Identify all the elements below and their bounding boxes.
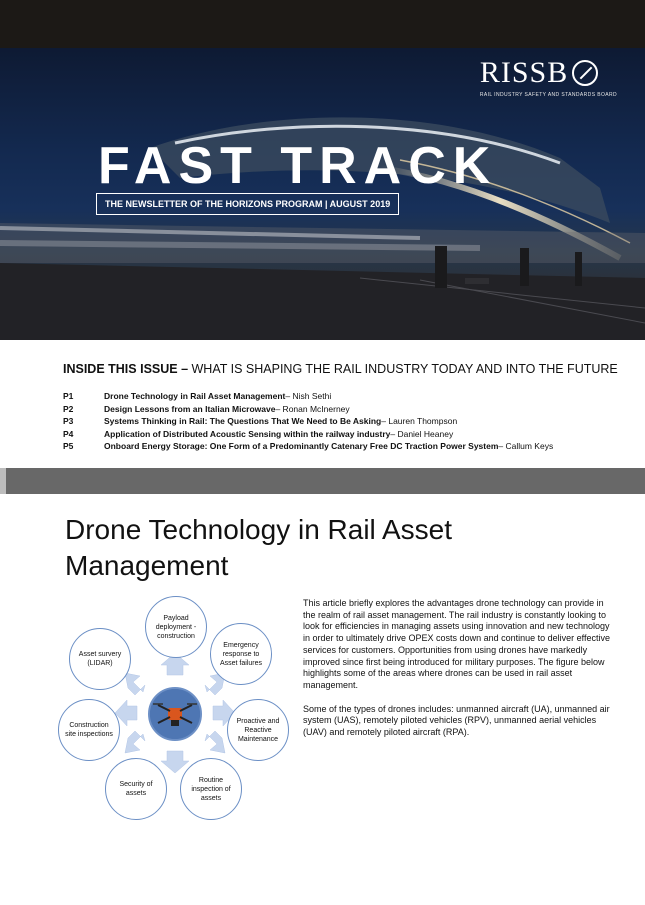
toc-author: – Lauren Thompson [381, 416, 458, 426]
drone-icon [150, 689, 200, 739]
toc-title: Systems Thinking in Rail: The Questions That We Need to Be Asking [104, 416, 382, 426]
diagram-node-emergency: Emergency response to Asset failures [210, 623, 272, 685]
article-paragraph: Some of the types of drones includes: unmanned aircraft (UA), unmanned air system (UAS), remotely piloted vehicles (RPV), unmanned aerial vehicles (UAV) and remotely piloted aircraft (RPA). [303, 703, 610, 738]
toc-page: P3 [63, 416, 74, 426]
toc-item[interactable] [63, 428, 623, 441]
toc-author: – Ronan McInerney [275, 403, 350, 414]
toc-author: – Callum Keys [498, 441, 554, 451]
diagram-node-construction-site: Construction site inspections [58, 699, 120, 761]
drone-image [148, 687, 202, 741]
table-of-contents [63, 390, 623, 453]
arrow-down [161, 751, 189, 773]
drone-uses-diagram [55, 593, 295, 833]
diagram-node-routine-inspection: Routine inspection of assets [180, 758, 242, 820]
arrow-lower-left [125, 731, 145, 753]
top-dark-bar [0, 0, 645, 48]
toc-heading [63, 362, 618, 376]
hero-banner [0, 48, 645, 340]
newsletter-title: FAST TRACK [98, 137, 498, 195]
toc-item[interactable] [63, 403, 623, 416]
toc-author: – Daniel Heaney [390, 428, 454, 439]
logo-subtitle: RAIL INDUSTRY SAFETY AND STANDARDS BOARD [479, 92, 617, 98]
diagram-node-asset-survey: Asset survery (LIDAR) [69, 628, 131, 690]
article-title: Drone Technology in Rail Asset Management [65, 514, 453, 581]
toc-item[interactable] [63, 390, 623, 403]
article-body [303, 598, 618, 751]
article-paragraph: This article briefly explores the advantages drone technology can provide in the realm of rail asset management. The rail industry is constantly looking to look for efficiencies in managing assets using innovation and new technology in order to ultimately drive OPEX costs down and continue to deliver effective services for customers. Opportunities from using drones have markedly improved since first being introduced for military purposes. The figure below highlights some of the areas where drones can be used in rail asset management. [303, 598, 610, 690]
toc-title: Design Lessons from an Italian Microwave [104, 403, 276, 414]
toc-page: P2 [63, 403, 74, 414]
toc-title: Drone Technology in Rail Asset Management [104, 391, 286, 401]
toc-heading-bold: INSIDE THIS ISSUE – [63, 362, 189, 376]
toc-item[interactable] [63, 440, 623, 453]
logo-text: RISSB [479, 56, 569, 89]
toc-page: P4 [63, 428, 74, 439]
arrow-lower-right [205, 731, 225, 753]
diagram-node-maintenance: Proactive and Reactive Maintenance [227, 699, 289, 761]
newsletter-subtitle: THE NEWSLETTER OF THE HORIZONS PROGRAM | AUGUST 2019 [96, 193, 399, 215]
diagram-node-security: Security of assets [105, 758, 167, 820]
toc-title: Onboard Energy Storage: One Form of a Predominantly Catenary Free DC Traction Power System [104, 441, 499, 451]
rissb-logo [480, 58, 617, 98]
toc-page: P1 [63, 391, 74, 401]
section-divider [6, 468, 645, 494]
logo-rail-icon [572, 60, 598, 86]
toc-item[interactable] [63, 415, 623, 428]
toc-page: P5 [63, 441, 74, 451]
arrow-upper-left [125, 673, 145, 695]
toc-title: Application of Distributed Acoustic Sensing within the railway industry [104, 428, 391, 439]
diagram-node-payload: Payload deployment - construction [145, 596, 207, 658]
toc-author: – Nish Sethi [285, 391, 332, 401]
toc-heading-rest: WHAT IS SHAPING THE RAIL INDUSTRY TODAY AND INTO THE FUTURE [188, 362, 618, 376]
